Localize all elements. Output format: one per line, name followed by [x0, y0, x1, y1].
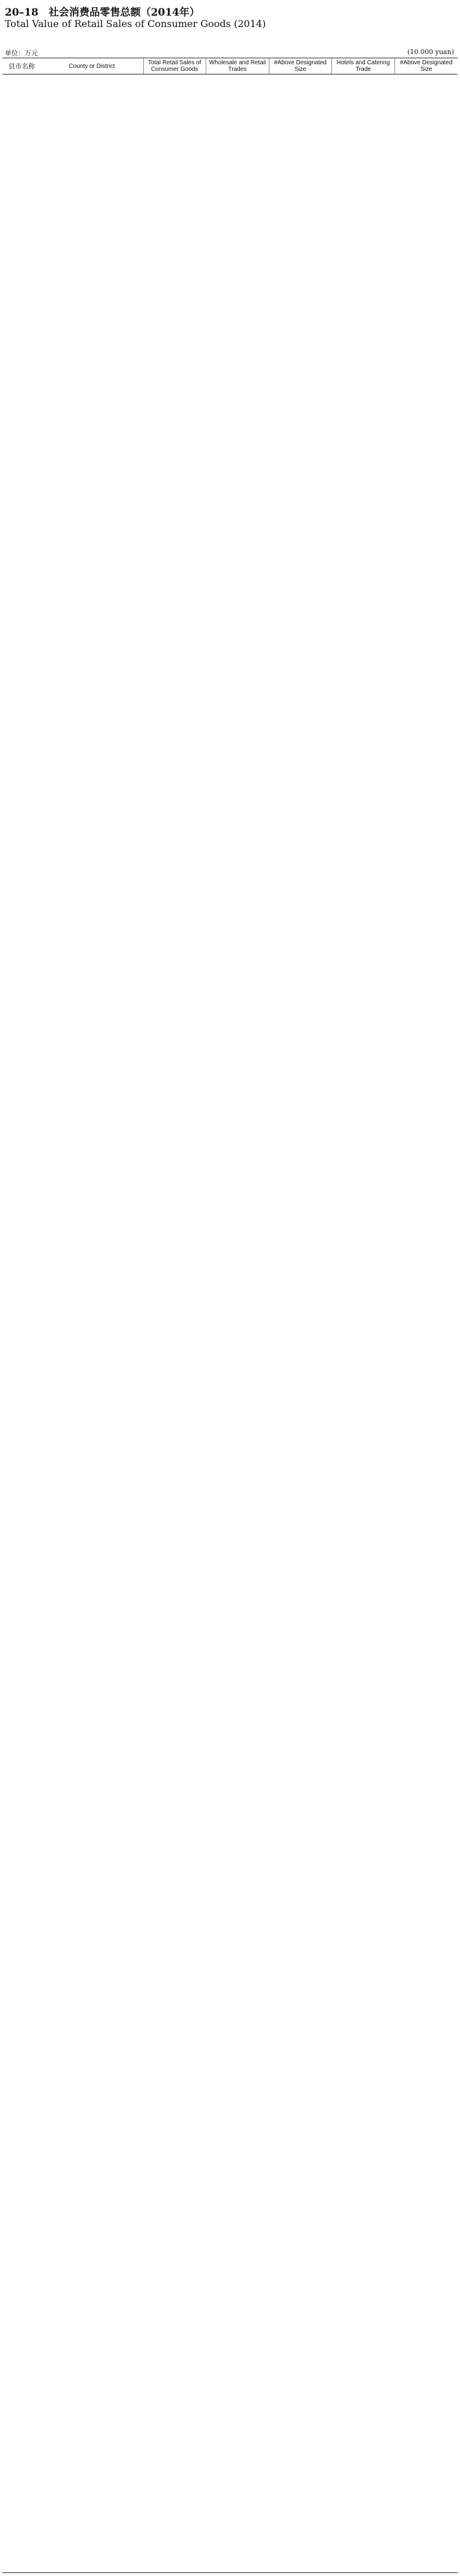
header-wholesale-above-size: #Above Designated Size [269, 58, 332, 74]
header-county-en: County or District [41, 58, 143, 74]
header-hotels-catering: Hotels and Catering Trade [332, 58, 395, 74]
header-wholesale-retail: Wholesale and Retail Trades [206, 58, 269, 74]
table-header-row [2, 58, 458, 74]
page-title-en: Total Value of Retail Sales of Consumer Goods (2014) [5, 18, 266, 29]
retail-sales-table [2, 58, 458, 74]
header-hotels-above-size: #Above Designated Size [394, 58, 458, 74]
page-title-zh: 20–18 社会消费品零售总额（2014年） [5, 7, 200, 19]
header-county-zh: 县市名称 [2, 58, 41, 74]
unit-label-en: (10 000 yuan) [407, 48, 454, 56]
header-total-retail: Total Retail Sales of Consumer Goods [143, 58, 206, 74]
unit-label: 单位：万元 [5, 49, 38, 57]
table-bottom-rule [2, 2572, 458, 2573]
